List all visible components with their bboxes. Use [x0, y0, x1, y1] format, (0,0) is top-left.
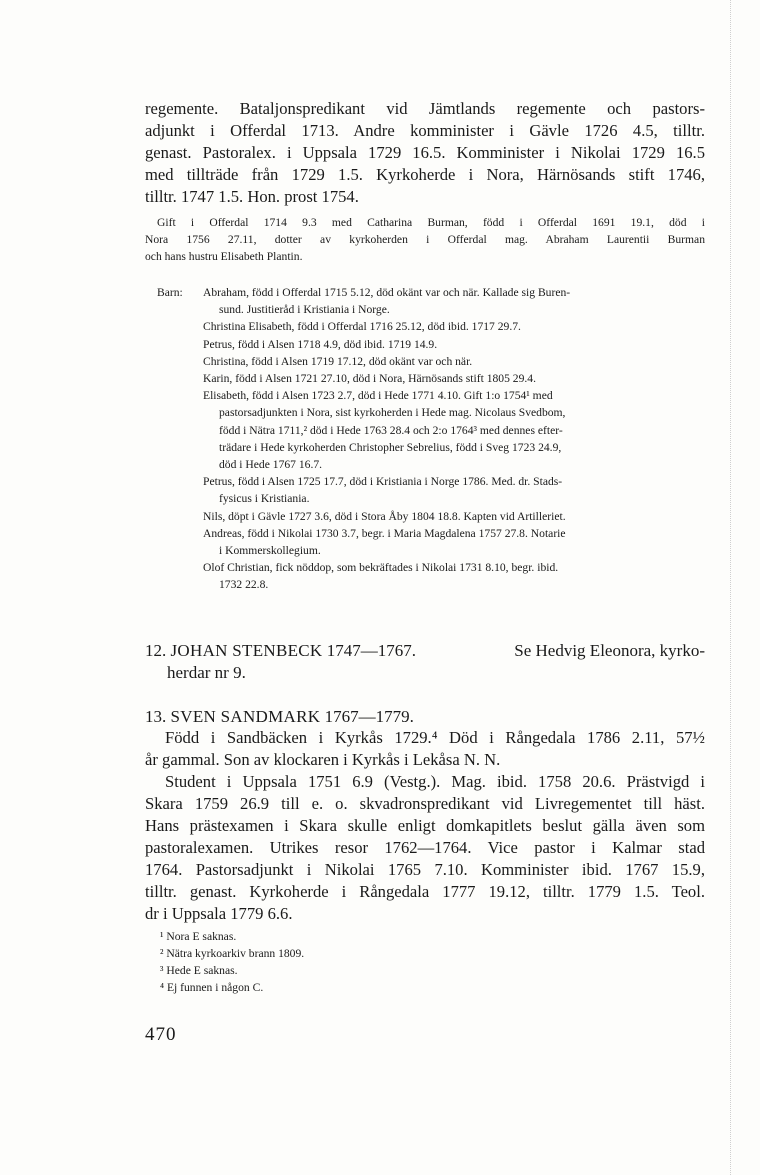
child-entry-line: Nils, döpt i Gävle 1727 3.6, död i Stora Åby 1804 18.8. Kapten vid Artilleriet. — [203, 509, 566, 523]
entry-12 — [145, 640, 705, 684]
marriage-line: och hans hustru Elisabeth Plantin. — [145, 250, 303, 264]
entry-13-line: Student i Uppsala 1751 6.9 (Vestg.). Mag. ibid. 1758 20.6. Prästvigd i — [165, 772, 705, 791]
marriage-line: Nora 1756 27.11, dotter av kyrkoherden i Offerdal mag. Abraham Laurentii Burman — [145, 233, 705, 247]
entry-13-line: Skara 1759 26.9 till e. o. skvadronspredikant vid Livregementet till häst. — [145, 794, 705, 813]
child-entry — [203, 353, 705, 370]
child-entry-line: Andreas, född i Nikolai 1730 3.7, begr. i Maria Magdalena 1757 27.8. Notarie — [203, 526, 566, 540]
entry-years: 1767—1779. — [324, 707, 414, 726]
marriage-paragraph — [145, 214, 705, 266]
entry-13-heading — [145, 706, 705, 728]
entry-number: 12. — [145, 641, 167, 660]
page-number: 470 — [145, 1024, 177, 1045]
child-entry — [203, 284, 705, 318]
child-entry-line: Petrus, född i Alsen 1718 4.9, död ibid. 1719 14.9. — [203, 337, 438, 351]
entry-13-line: 1764. Pastorsadjunkt i Nikolai 1765 7.10. Komminister ibid. 1767 15.9, — [145, 860, 705, 879]
child-entry-line: Olof Christian, fick nöddop, som bekräftades i Nikolai 1731 8.10, begr. ibid. — [203, 561, 559, 575]
intro-line: regemente. Bataljonspredikant vid Jämtlands regemente och pastors- — [145, 99, 705, 118]
child-entry-line: Abraham, född i Offerdal 1715 5.12, död okänt var och när. Kallade sig Buren- — [203, 286, 571, 299]
child-entry-line: sund. Justitieråd i Kristiania i Norge. — [219, 303, 390, 317]
child-entry — [203, 508, 705, 525]
entry-13-line: Född i Sandbäcken i Kyrkås 1729.⁴ Död i Rångedala 1786 2.11, 57½ — [165, 728, 705, 747]
child-entry — [203, 559, 705, 593]
page-edge-divider — [730, 0, 732, 1175]
child-entry-line: död i Hede 1767 16.7. — [219, 458, 323, 472]
entry-text: herdar nr 9. — [167, 663, 246, 682]
entry-text: Se Hedvig Eleonora, kyrko- — [514, 641, 705, 660]
entry-number: 13. — [145, 707, 167, 726]
entry-13-body — [145, 727, 705, 925]
child-entry-line: Karin, född i Alsen 1721 27.10, död i Nora, Härnösands stift 1805 29.4. — [203, 372, 536, 386]
child-entry-line: Christina, född i Alsen 1719 17.12, död okänt var och när. — [203, 354, 473, 368]
children-entries — [145, 284, 705, 594]
footnotes — [160, 928, 720, 996]
child-entry-line: trädare i Hede kyrkoherden Christopher Sebrelius, född i Sveg 1723 24.9, — [219, 440, 562, 454]
intro-line: med tillträde från 1729 1.5. Kyrkoherde i Nora, Härnösands stift 1746, — [145, 165, 705, 184]
footnote: ⁴ Ej funnen i någon C. — [160, 981, 264, 994]
entry-13-line: Hans prästexamen i Skara skulle enligt domkapitlets beslut gälla även som — [145, 816, 705, 835]
child-entry-line: pastorsadjunkten i Nora, sist kyrkoherden i Hede mag. Nicolaus Svedbom, — [219, 406, 566, 420]
child-entry-line: Elisabeth, född i Alsen 1723 2.7, död i Hede 1771 4.10. Gift 1:o 1754¹ med — [203, 389, 553, 403]
intro-line: adjunkt i Offerdal 1713. Andre komminister i Gävle 1726 4.5, tilltr. — [145, 121, 705, 140]
child-entry — [203, 336, 705, 353]
entry-13-line: år gammal. Son av klockaren i Kyrkås i Lekåsa N. N. — [145, 750, 501, 769]
entry-13-line: pastoralexamen. Utrikes resor 1762—1764. Vice pastor i Kalmar stad — [145, 838, 705, 857]
child-entry — [203, 387, 705, 473]
child-entry-line: född i Nätra 1711,² död i Hede 1763 28.4 och 2:o 1764³ med dennes efter- — [219, 423, 563, 437]
intro-paragraph — [145, 98, 705, 208]
entry-13-line: tilltr. genast. Kyrkoherde i Rångedala 1777 19.12, tilltr. 1779 1.5. Teol. — [145, 882, 705, 901]
child-entry-line: fysicus i Kristiania. — [219, 492, 310, 506]
child-entry — [203, 525, 705, 559]
footnote: ³ Hede E saknas. — [160, 964, 238, 977]
child-entry — [203, 370, 705, 387]
footnote: ¹ Nora E saknas. — [160, 930, 237, 943]
entry-name: JOHAN STENBECK — [170, 641, 323, 660]
child-entry-line: 1732 22.8. — [219, 578, 269, 592]
marriage-line: Gift i Offerdal 1714 9.3 med Catharina Burman, född i Offerdal 1691 19.1, död i — [157, 216, 705, 229]
child-entry-line: Christina Elisabeth, född i Offerdal 1716 25.12, död ibid. 1717 29.7. — [203, 320, 521, 334]
child-entry — [203, 473, 705, 507]
entry-13-line: dr i Uppsala 1779 6.6. — [145, 904, 293, 923]
child-entry — [203, 318, 705, 335]
children-list — [145, 284, 705, 594]
child-entry-line: i Kommerskollegium. — [219, 544, 321, 558]
children-label: Barn: — [157, 286, 183, 299]
intro-line: genast. Pastoralex. i Uppsala 1729 16.5. Komminister i Nikolai 1729 16.5 — [145, 143, 705, 162]
child-entry-line: Petrus, född i Alsen 1725 17.7, död i Kristiania i Norge 1786. Med. dr. Stads- — [203, 475, 563, 489]
footnote: ² Nätra kyrkoarkiv brann 1809. — [160, 947, 305, 960]
intro-line: tilltr. 1747 1.5. Hon. prost 1754. — [145, 187, 359, 206]
entry-years: 1747—1767. — [326, 641, 417, 660]
entry-name: SVEN SANDMARK — [170, 707, 321, 726]
